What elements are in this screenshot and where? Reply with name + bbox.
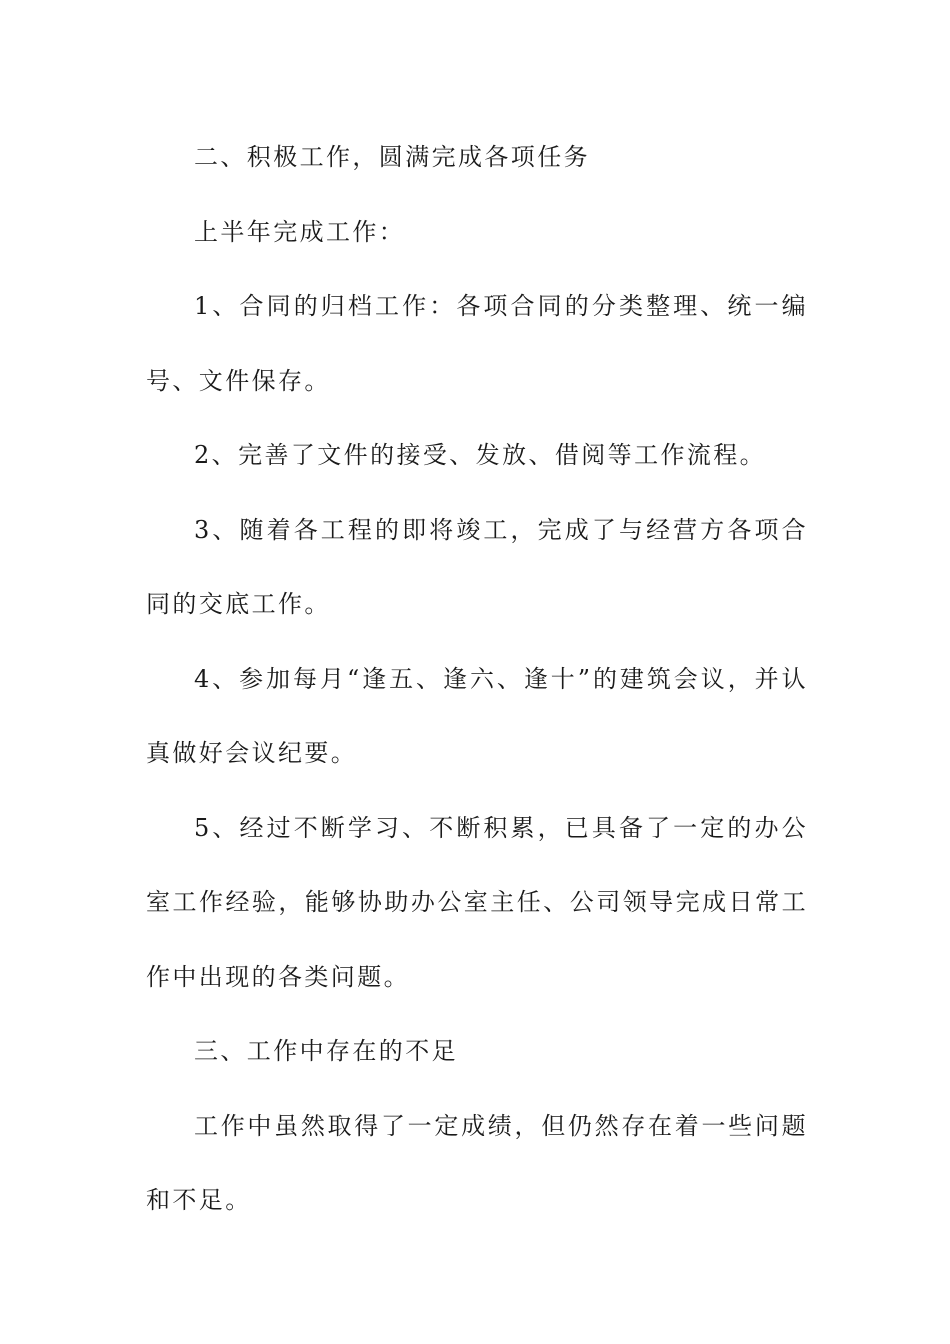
section-heading-three: 三、工作中存在的不足 [194, 1037, 458, 1065]
section-heading-two: 二、积极工作，圆满完成各项任务 [194, 143, 590, 171]
subheading-first-half: 上半年完成工作： [194, 217, 406, 246]
list-item-4: 4、参加每月“逢五、逢六、逢十”的建筑会议，并认真做好会议纪要。 [146, 664, 808, 767]
list-item-2: 2、完善了文件的接受、发放、借阅等工作流程。 [194, 441, 767, 469]
document-body [146, 120, 808, 1238]
list-item-1: 1、合同的归档工作：各项合同的分类整理、统一编号、文件保存。 [146, 292, 808, 395]
list-item-3: 3、随着各工程的即将竣工，完成了与经营方各项合同的交底工作。 [146, 515, 808, 618]
list-item-5: 5、经过不断学习、不断积累，已具备了一定的办公室工作经验，能够协助办公室主任、公司领导完成日常工作中出现的各类问题。 [146, 813, 808, 991]
body-paragraph: 工作中虽然取得了一定成绩，但仍然存在着一些问题和不足。 [146, 1111, 808, 1214]
